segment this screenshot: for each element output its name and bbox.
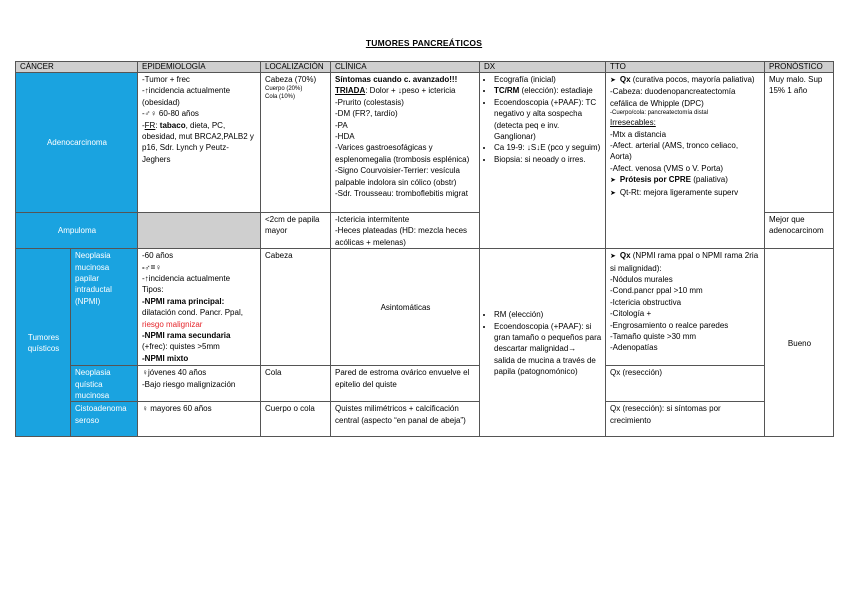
adeno-dx-item <box>494 85 602 96</box>
cell-adeno-clinica <box>331 73 480 213</box>
adeno-triada-rest: : Dolor + ↓peso + ictericia <box>365 86 456 96</box>
adeno-clin-title: Síntomas cuando c. avanzado!!! <box>335 75 458 84</box>
adeno-dx-list <box>484 74 602 165</box>
adeno-clin-line: -Sdr. Trousseau: tromboflebitis migrat <box>335 189 468 199</box>
adeno-tto-cpre-rest: (paliativa) <box>691 175 728 185</box>
cell-mucinosa-name: Neoplasia quística mucinosa <box>71 366 138 402</box>
quisticos-dx-item: • Ecoendoscopia (+PAAF): si gran tamaño o pequeños para descartar malignidad→ <box>494 321 602 355</box>
tumors-table <box>15 61 834 437</box>
npmi-tto-qx <box>610 250 761 274</box>
adeno-tto-line: -Afect. venosa (VMS o V. Porta) <box>610 163 724 173</box>
npmi-epi-riesgo: riesgo malignizar <box>142 319 203 329</box>
adeno-tto-cpre-bold: Prótesis por CPRE <box>619 175 692 185</box>
adeno-tto-small: -Cuerpo/cola: pancreatectomía distal <box>610 110 709 117</box>
adeno-epi-line: -Tumor + frec <box>142 75 190 84</box>
cell-seroso-clinica: Quistes milimétricos + calcificación central (aspecto “en panal de abeja”) <box>331 402 480 437</box>
adeno-dx-item: • Ecografía (inicial) <box>494 74 602 85</box>
adeno-dx-tc: TC/RM <box>494 86 520 96</box>
cell-npmi-clinica: Asintomáticas <box>331 249 480 366</box>
cell-mucinosa-localizacion: Cola <box>261 366 331 402</box>
adeno-dx-tc-rest: (elección): estadiaje <box>519 86 593 96</box>
adeno-tto-qx-rest: (curativa pocos, mayoría paliativa) <box>630 75 755 84</box>
cell-adenocarcinoma-name: Adenocarcinoma <box>16 73 138 213</box>
cell-mucinosa-clinica: Pared de estroma ovárico envuelve el epitelio del quiste <box>331 366 480 402</box>
cell-ampuloma-epidemiologia <box>138 213 261 249</box>
header-pronostico: PRONÓSTICO <box>765 62 834 73</box>
cell-seroso-localizacion: Cuerpo o cola <box>261 402 331 437</box>
page-title: TUMORES PANCREÁTICOS <box>365 38 483 48</box>
adeno-loc-cuerpo: Cuerpo (20%) <box>265 86 303 93</box>
cell-seroso-epidemiologia: ♀ mayores 60 años <box>138 402 261 437</box>
adeno-triada-label: TRIADA <box>335 86 366 96</box>
npmi-epi-sec: -NPMI rama secundaria <box>142 331 231 341</box>
adeno-clin-line: -Signo Courvoisier-Terrier: vesícula palpable indolora sin cólico (obstr) <box>335 166 460 187</box>
npmi-tto-line: -Ictericia obstructiva <box>610 297 682 307</box>
cell-ampuloma-localizacion: <2cm de papila mayor <box>261 213 331 249</box>
header-clinica: CLÍNICA <box>331 62 480 73</box>
npmi-epi-line: -↑incidencia actualmente <box>142 274 231 284</box>
adeno-tto-list-a <box>610 74 761 86</box>
adeno-clin-line: -PA <box>335 120 348 130</box>
cell-mucinosa-epidemiologia <box>138 366 261 402</box>
cell-quisticos-name: Tumores quísticos <box>16 249 71 437</box>
adeno-fr-rest: , dieta, PC, obesidad, mut BRCA2,PALB2 y p16, Sdr. Lynch y Peutz-Jeghers <box>142 120 254 164</box>
header-cancer: CÁNCER <box>16 62 138 73</box>
row-seroso <box>16 402 834 437</box>
quisticos-dx-item: • RM (elección) <box>494 309 602 320</box>
adeno-clin-line: -Prurito (colestasis) <box>335 97 404 107</box>
npmi-tto-line: -Citología + <box>610 309 652 319</box>
npmi-tto-list <box>610 250 761 274</box>
npmi-epi-mixto: -NPMI mixto <box>142 353 189 363</box>
header-dx: DX <box>480 62 606 73</box>
cell-adeno-epidemiologia <box>138 73 261 213</box>
mucinosa-epi-line: -Bajo riesgo malignización <box>142 379 236 389</box>
ampuloma-clin-line: -Heces plateadas (HD: mezcla heces acólicas + melenas) <box>335 226 468 247</box>
npmi-tto-line: -Adenopatías <box>610 343 658 353</box>
adeno-clin-line: -Varices gastroesofágicas y esplenomegalia (trombosis esplénica) <box>335 143 470 164</box>
header-row <box>16 62 834 73</box>
npmi-tto-line: -Cond.pancr ppal >10 mm <box>610 286 703 296</box>
adeno-tto-qx <box>610 74 761 86</box>
adeno-tto-line: -Mtx a distancia <box>610 129 667 139</box>
adeno-clin-line: -DM (FR?, tardío) <box>335 109 398 119</box>
adeno-tto-qtrt: ➤ Qt-Rt: mejora ligeramente superv <box>610 187 761 199</box>
row-npmi <box>16 249 834 366</box>
cell-adeno-dx <box>480 73 606 249</box>
npmi-tto-line: -Tamaño quiste >30 mm <box>610 332 697 342</box>
cell-seroso-name: Cistoadenoma seroso <box>71 402 138 437</box>
cell-adeno-localizacion <box>261 73 331 213</box>
npmi-epi-line: Tipos: <box>142 285 164 295</box>
npmi-epi-ppal-rest: dilatación cond. Pancr. Ppal, <box>142 308 243 318</box>
row-adenocarcinoma <box>16 73 834 213</box>
npmi-epi-line: -♂=♀ <box>142 262 162 272</box>
adeno-loc-main: Cabeza (70%) <box>265 75 317 84</box>
cell-quisticos-dx <box>480 249 606 437</box>
cell-adeno-pronostico: Muy malo. Sup 15% 1 año <box>765 73 834 213</box>
adeno-tto-line: -Cabeza: duodenopancreatectomía cefálica de Whipple (DPC) <box>610 87 736 108</box>
cell-quisticos-pronostico: Bueno <box>765 249 834 437</box>
adeno-fr-bold: tabaco <box>159 120 186 130</box>
adeno-tto-list-b <box>610 174 761 199</box>
npmi-tto-qx-bold: Qx <box>619 251 631 261</box>
adeno-epi-line: -♂♀ 60-80 años <box>142 109 199 119</box>
adeno-fr-label: FR <box>144 120 156 130</box>
npmi-epi-sec-rest: (+frec): quistes >5mm <box>142 342 220 352</box>
cell-npmi-name: Neoplasia mucinosa papilar intraductal (NPMI) <box>71 249 138 366</box>
adeno-dx-item: • Ca 19-9: ↓S↓E (pco y seguim) <box>494 142 602 153</box>
npmi-tto-line: -Engrosamiento o realce paredes <box>610 320 729 330</box>
npmi-epi-line: -60 años <box>142 251 174 261</box>
mucinosa-epi-line: ♀jóvenes 40 años <box>142 368 207 378</box>
quisticos-dx-list <box>484 309 602 355</box>
adeno-tto-line: -Afect. arterial (AMS, tronco celiaco, Aorta) <box>610 141 739 162</box>
cell-seroso-tto: Qx (resección): si síntomas por crecimiento <box>606 402 765 437</box>
npmi-epi-ppal: -NPMI rama principal: <box>142 296 225 306</box>
header-localizacion: LOCALIZACIÓN <box>261 62 331 73</box>
cell-npmi-epidemiologia <box>138 249 261 366</box>
row-mucinosa <box>16 366 834 402</box>
cell-ampuloma-name: Ampuloma <box>16 213 138 249</box>
adeno-clin-triada <box>335 85 476 96</box>
cell-adeno-tto <box>606 73 765 249</box>
adeno-dx-item: • Biopsia: si neoady o irres. <box>494 154 602 165</box>
cell-npmi-tto <box>606 249 765 366</box>
adeno-tto-qx-bold: Qx <box>619 75 631 84</box>
cell-ampuloma-pronostico: Mejor que adenocarcinom <box>765 213 834 249</box>
adeno-epi-line: -↑incidencia actualmente (obesidad) <box>142 86 231 107</box>
quisticos-dx-extra: salida de mucina a través de papila (patognomónico) <box>494 355 596 377</box>
ampuloma-clin-line: -Ictericia intermitente <box>335 215 410 224</box>
cell-ampuloma-clinica <box>331 213 480 249</box>
npmi-tto-qx-rest: (NPMI rama ppal o NPMI rama 2ria si malignidad): <box>610 251 759 273</box>
header-tto: TTO <box>606 62 765 73</box>
adeno-epi-fr: -FR: tabaco, dieta, PC, obesidad, mut BRCA2,PALB2 y p16, Sdr. Lynch y Peutz-Jeghers <box>142 120 254 164</box>
cell-mucinosa-tto: Qx (resección) <box>606 366 765 402</box>
adeno-loc-cola: Cola (10%) <box>265 94 296 101</box>
npmi-tto-line: -Nódulos murales <box>610 275 673 285</box>
header-epidemiologia: EPIDEMIOLOGÍA <box>138 62 261 73</box>
adeno-tto-irres: Irresecables: <box>610 118 656 128</box>
adeno-clin-line: -HDA <box>335 132 355 142</box>
adeno-dx-item: • Ecoendoscopia (+PAAF): TC negativo y alta sospecha (detecta peq e inv. Ganglionar) <box>494 97 602 143</box>
cell-npmi-localizacion: Cabeza <box>261 249 331 366</box>
adeno-tto-cpre <box>610 174 761 186</box>
